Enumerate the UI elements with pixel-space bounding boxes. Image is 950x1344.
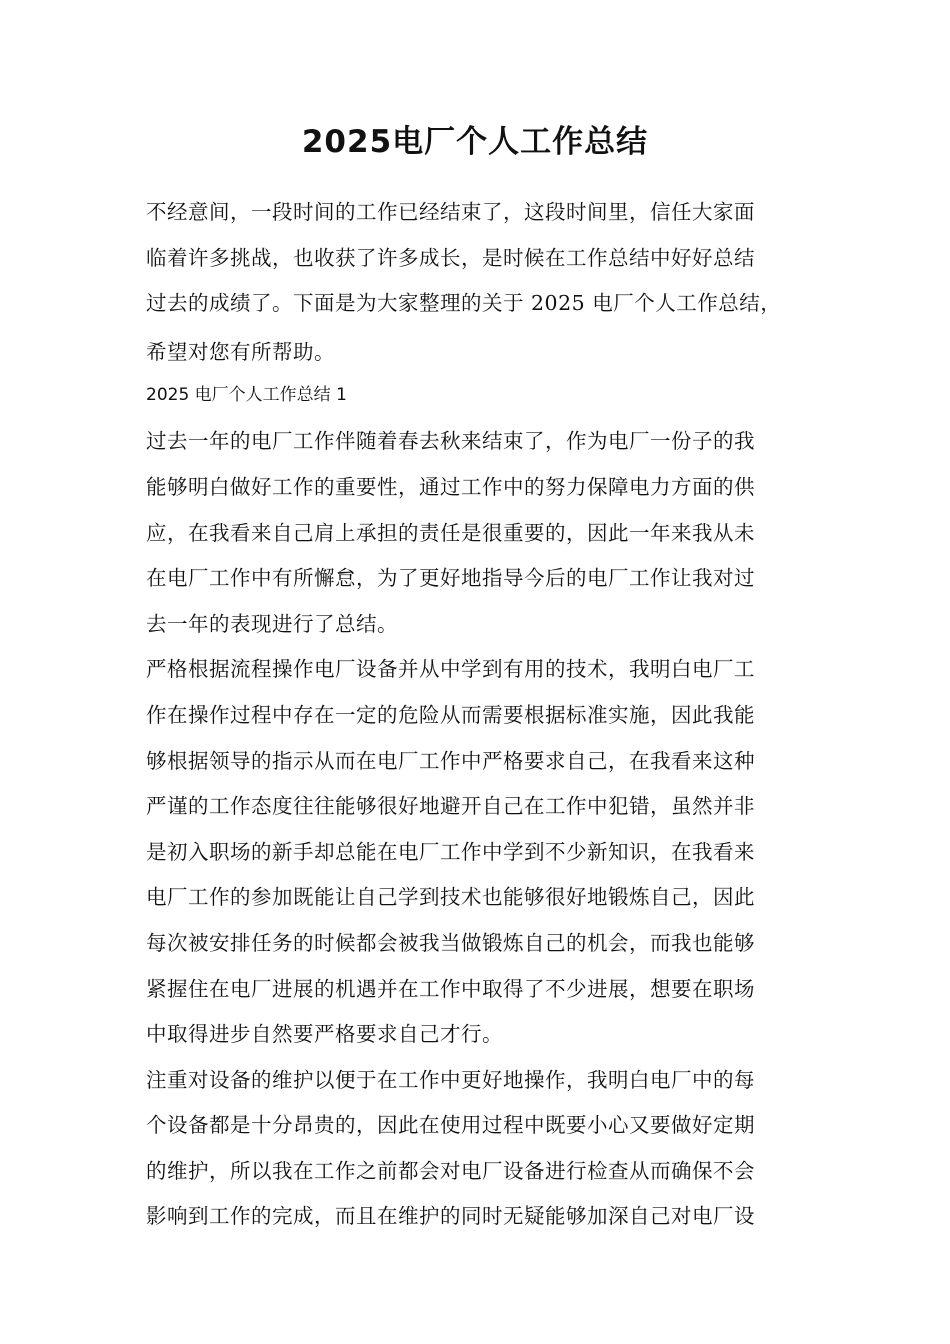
paragraph-line: 在电厂工作中有所懈怠，为了更好地指导今后的电厂工作让我对过 [146, 566, 755, 591]
paragraph-line: 够根据领导的指示从而在电厂工作中严格要求自己，在我看来这种 [146, 748, 755, 773]
paragraph-line: 影响到工作的完成，而且在维护的同时无疑能够加深自己对电厂设 [146, 1204, 755, 1229]
paragraph-line: 个设备都是十分昂贵的，因此在使用过程中既要小心又要做好定期 [146, 1113, 755, 1138]
intro-paragraph [146, 190, 806, 375]
paragraph-line: 去一年的表现进行了总结。 [146, 611, 398, 636]
document-body [146, 190, 806, 1240]
paragraph-line: 过去一年的电厂工作伴随着春去秋来结束了，作为电厂一份子的我 [146, 429, 755, 454]
paragraph-line: 能够明白做好工作的重要性，通过工作中的努力保障电力方面的供 [146, 474, 755, 499]
paragraph-line: 每次被安排任务的时候都会被我当做锻炼自己的机会，而我也能够 [146, 930, 755, 955]
section-heading: 2025 电厂个人工作总结 1 [146, 385, 347, 406]
body-paragraph-1 [146, 419, 806, 647]
document-title: 2025电厂个人工作总结 [301, 124, 649, 160]
paragraph-line: 的维护，所以我在工作之前都会对电厂设备进行检查从而确保不会 [146, 1158, 755, 1183]
paragraph-line: 是初入职场的新手却总能在电厂工作中学到不少新知识，在我看来 [146, 839, 755, 864]
intro-line: 不经意间，一段时间的工作已经结束了，这段时间里，信任大家面 [146, 200, 755, 224]
body-paragraph-3 [146, 1058, 806, 1240]
paragraph-line: 中取得进步自然要严格要求自己才行。 [146, 1022, 503, 1047]
paragraph-line: 应，在我看来自己肩上承担的责任是很重要的，因此一年来我从未 [146, 520, 755, 545]
paragraph-line: 严谨的工作态度往往能够很好地避开自己在工作中犯错，虽然并非 [146, 794, 755, 819]
paragraph-line: 严格根据流程操作电厂设备并从中学到有用的技术，我明白电厂工 [146, 657, 755, 682]
paragraph-line: 电厂工作的参加既能让自己学到技术也能够很好地锻炼自己，因此 [146, 885, 755, 910]
paragraph-line: 紧握住在电厂进展的机遇并在工作中取得了不少进展，想要在职场 [146, 976, 755, 1001]
intro-line: 希望对您有所帮助。 [146, 339, 335, 364]
body-paragraph-2 [146, 647, 806, 1057]
intro-line: 过去的成绩了。下面是为大家整理的关于 2025 电厂个人工作总结， [146, 291, 782, 316]
intro-line: 临着许多挑战，也收获了许多成长，是时候在工作总结中好好总结 [146, 245, 755, 270]
paragraph-line: 作在操作过程中存在一定的危险从而需要根据标准实施，因此我能 [146, 702, 755, 727]
paragraph-line: 注重对设备的维护以便于在工作中更好地操作，我明白电厂中的每 [146, 1067, 755, 1092]
